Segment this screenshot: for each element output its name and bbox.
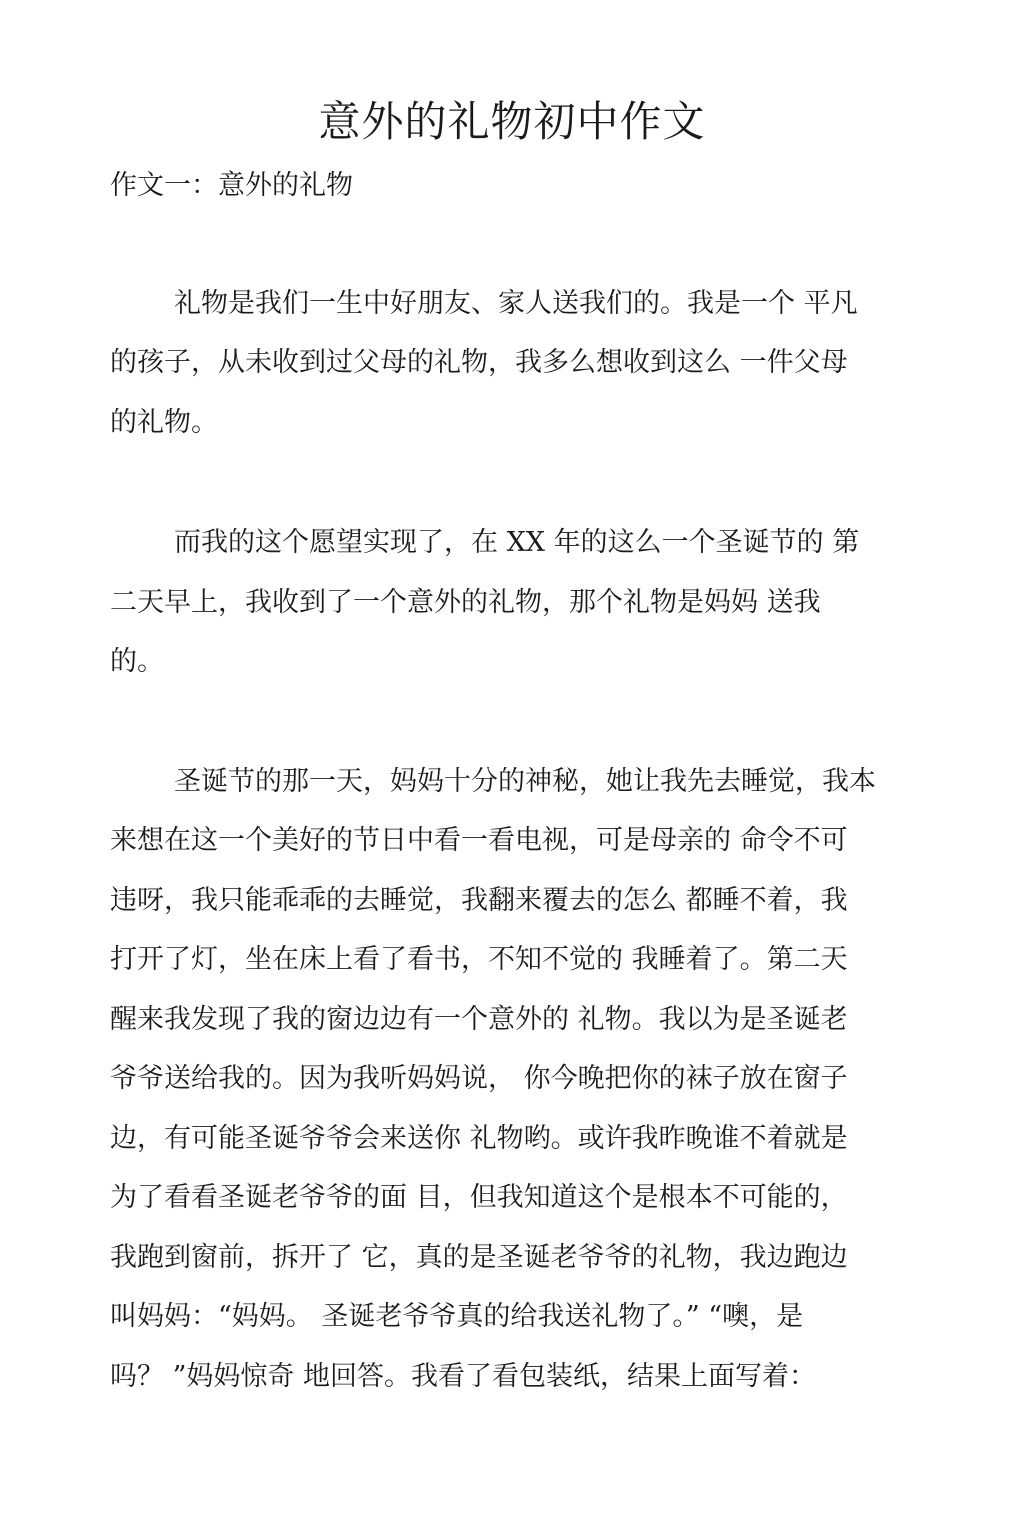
- paragraph-2-line-3: 的。: [110, 646, 164, 677]
- paragraph-3-line-2: 来想在这一个美好的节日中看一看电视，可是母亲的 命令不可: [110, 825, 848, 856]
- paragraph-3-line-6: 爷爷送给我的。因为我听妈妈说， 你今晚把你的袜子放在窗子: [110, 1063, 848, 1094]
- paragraph-1-line-3: 的礼物。: [110, 407, 218, 438]
- paragraph-3-line-7: 边，有可能圣诞爷爷会来送你 礼物哟。或许我昨晚谁不着就是: [110, 1123, 848, 1154]
- paragraph-1-line-1: 礼物是我们一生中好朋友、家人送我们的。我是一个 平凡: [174, 288, 858, 319]
- paragraph-2-line-1: 而我的这个愿望实现了，在 XX 年的这么一个圣诞节的 第: [174, 527, 860, 558]
- paragraph-1-line-2: 的孩子，从未收到过父母的礼物，我多么想收到这么 一件父母: [110, 347, 848, 378]
- document-title: 意外的礼物初中作文: [318, 97, 706, 146]
- essay-subtitle: 作文一：意外的礼物: [110, 170, 353, 201]
- paragraph-3-line-3: 违呀，我只能乖乖的去睡觉，我翻来覆去的怎么 都睡不着，我: [110, 885, 848, 916]
- paragraph-3-line-11: 吗？ ”妈妈惊奇 地回答。我看了看包装纸，结果上面写着：: [110, 1361, 816, 1392]
- paragraph-3-line-5: 醒来我发现了我的窗边边有一个意外的 礼物。我以为是圣诞老: [110, 1004, 848, 1035]
- paragraph-3-line-4: 打开了灯，坐在床上看了看书，不知不觉的 我睡着了。第二天: [110, 944, 848, 975]
- paragraph-3-line-1: 圣诞节的那一天，妈妈十分的神秘，她让我先去睡觉，我本: [174, 766, 876, 797]
- paragraph-3-line-9: 我跑到窗前，拆开了 它，真的是圣诞老爷爷的礼物，我边跑边: [110, 1242, 848, 1273]
- paragraph-2-line-2: 二天早上，我收到了一个意外的礼物，那个礼物是妈妈 送我: [110, 587, 821, 618]
- paragraph-3-line-8: 为了看看圣诞老爷爷的面 目，但我知道这个是根本不可能的，: [110, 1182, 848, 1213]
- paragraph-3-line-10: 叫妈妈：“妈妈。 圣诞老爷爷真的给我送礼物了。” “噢，是: [110, 1301, 804, 1332]
